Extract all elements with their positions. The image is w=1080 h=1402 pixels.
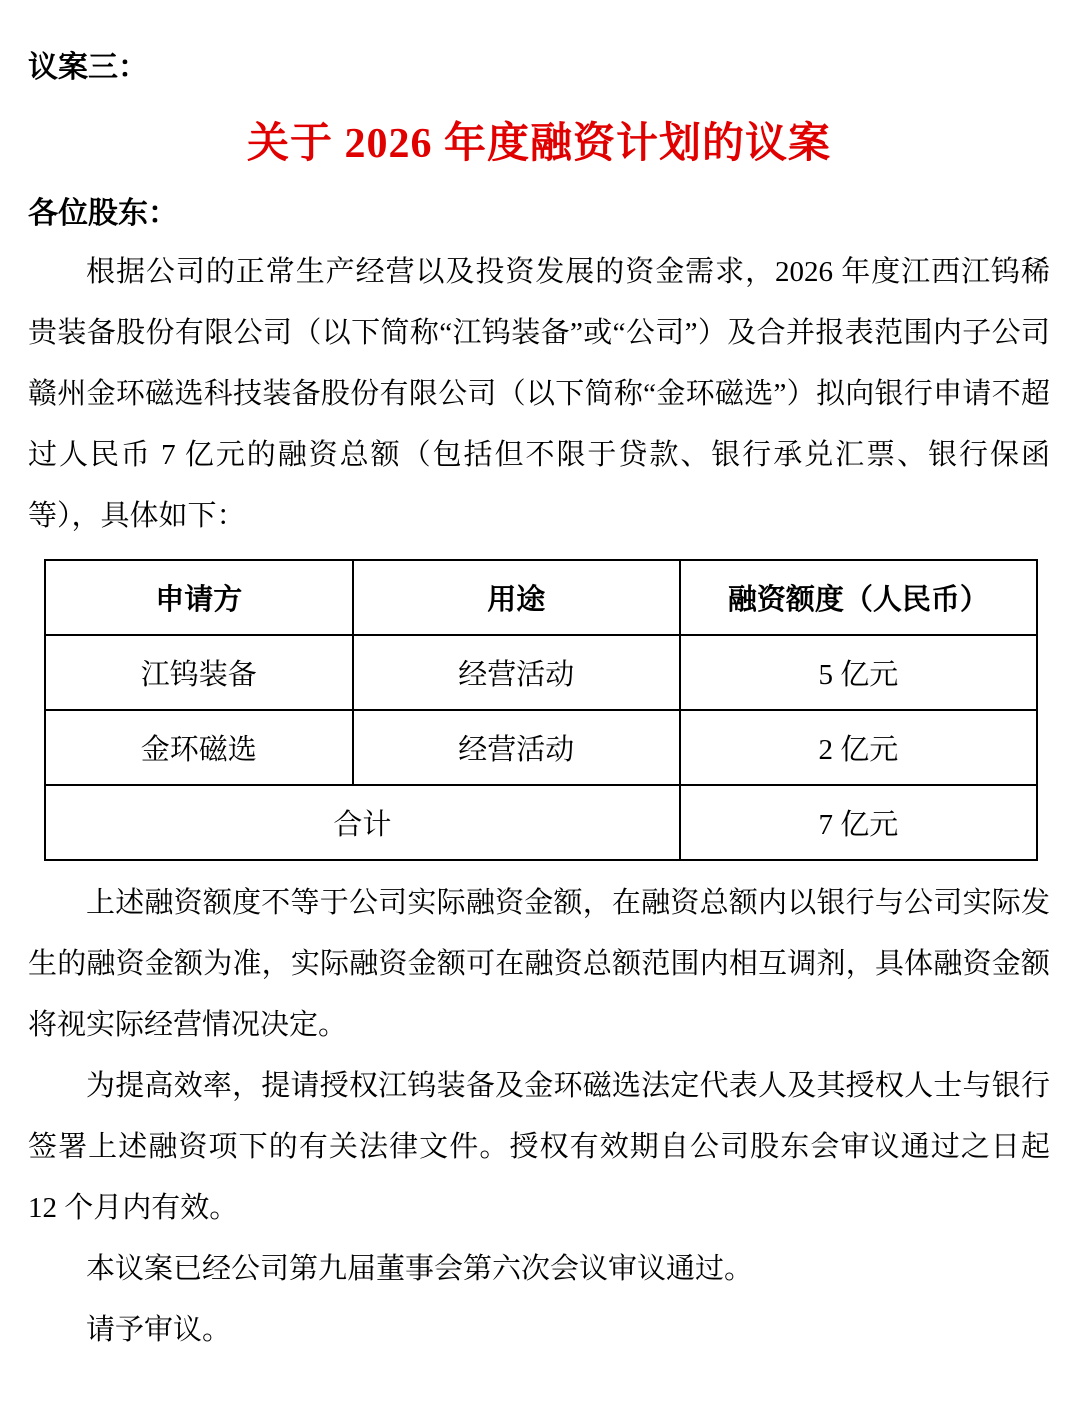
table-row <box>45 710 1037 785</box>
cell-applicant: 江钨装备 <box>45 635 353 710</box>
table-row <box>45 635 1037 710</box>
paragraph-intro: 根据公司的正常生产经营以及投资发展的资金需求，2026 年度江西江钨稀贵装备股份有限公司（以下简称“江钨装备”或“公司”）及合并报表范围内子公司赣州金环磁选科技装备股份有限公司（以下简称“金环磁选”）拟向银行申请不超过人民币 7 亿元的融资总额（包括但不限于贷款、银行承兑汇票、银行保函等），具体如下： <box>28 256 1050 532</box>
table-total-row <box>45 785 1037 860</box>
total-label-cell: 合计 <box>45 785 680 860</box>
salutation: 各位股东： <box>28 197 178 230</box>
header-purpose: 用途 <box>353 560 680 635</box>
cell-applicant: 金环磁选 <box>45 710 353 785</box>
proposal-number-label: 议案三： <box>28 51 148 84</box>
header-applicant: 申请方 <box>45 560 353 635</box>
financing-table <box>44 559 1038 861</box>
header-quota: 融资额度（人民币） <box>680 560 1037 635</box>
cell-purpose: 经营活动 <box>353 710 680 785</box>
page-title: 关于 2026 年度融资计划的议案 <box>246 121 831 167</box>
paragraph-authorization: 为提高效率，提请授权江钨装备及金环磁选法定代表人及其授权人士与银行签署上述融资项下的有关法律文件。授权有效期自公司股东会审议通过之日起 12 个月内有效。 <box>28 1070 1050 1224</box>
paragraph-closing: 请予审议。 <box>86 1314 232 1346</box>
paragraph-board-approval: 本议案已经公司第九届董事会第六次会议审议通过。 <box>86 1253 754 1285</box>
total-value-cell: 7 亿元 <box>680 785 1037 860</box>
cell-purpose: 经营活动 <box>353 635 680 710</box>
paragraph-note: 上述融资额度不等于公司实际融资金额，在融资总额内以银行与公司实际发生的融资金额为准，实际融资金额可在融资总额范围内相互调剂，具体融资金额将视实际经营情况决定。 <box>28 887 1050 1041</box>
cell-quota: 2 亿元 <box>680 710 1037 785</box>
cell-quota: 5 亿元 <box>680 635 1037 710</box>
table-header-row <box>45 560 1037 635</box>
